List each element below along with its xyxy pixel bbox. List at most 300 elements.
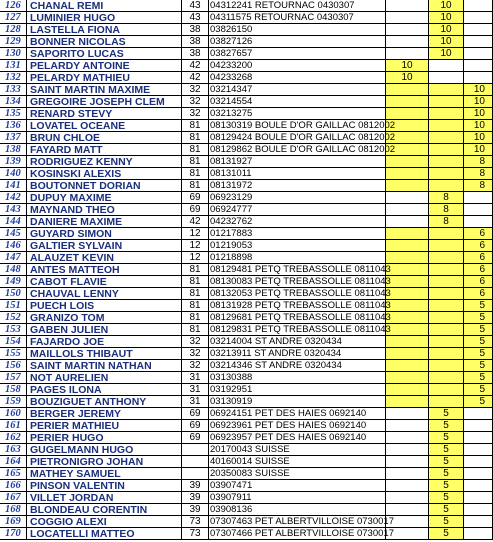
license-club[interactable] bbox=[209, 180, 386, 192]
row-number[interactable] bbox=[0, 420, 27, 432]
row-number[interactable] bbox=[0, 228, 27, 240]
license-club[interactable] bbox=[209, 396, 386, 408]
department-code[interactable] bbox=[182, 360, 209, 372]
player-name[interactable] bbox=[27, 360, 182, 372]
row-number[interactable] bbox=[0, 84, 27, 96]
score-col-1[interactable] bbox=[386, 288, 429, 300]
player-name[interactable] bbox=[27, 372, 182, 384]
score-col-3[interactable] bbox=[464, 276, 493, 288]
department-code[interactable] bbox=[182, 192, 209, 204]
score-col-2[interactable] bbox=[429, 312, 464, 324]
license-club[interactable] bbox=[209, 348, 386, 360]
score-col-2[interactable] bbox=[429, 12, 464, 24]
score-col-3[interactable] bbox=[464, 216, 493, 228]
player-name[interactable] bbox=[27, 444, 182, 456]
row-number[interactable] bbox=[0, 408, 27, 420]
department-code[interactable] bbox=[182, 108, 209, 120]
row-number[interactable] bbox=[0, 360, 27, 372]
row-number[interactable] bbox=[0, 180, 27, 192]
player-name[interactable] bbox=[27, 192, 182, 204]
score-col-2[interactable] bbox=[429, 480, 464, 492]
department-code[interactable] bbox=[182, 324, 209, 336]
score-col-3[interactable] bbox=[464, 240, 493, 252]
player-name[interactable] bbox=[27, 288, 182, 300]
score-col-1[interactable] bbox=[386, 252, 429, 264]
score-col-3[interactable] bbox=[464, 0, 493, 12]
row-number[interactable] bbox=[0, 24, 27, 36]
row-number[interactable] bbox=[0, 456, 27, 468]
score-col-3[interactable] bbox=[464, 96, 493, 108]
score-col-3[interactable] bbox=[464, 204, 493, 216]
score-col-3[interactable] bbox=[464, 300, 493, 312]
row-number[interactable] bbox=[0, 216, 27, 228]
score-col-1[interactable] bbox=[386, 384, 429, 396]
department-code[interactable] bbox=[182, 84, 209, 96]
row-number[interactable] bbox=[0, 324, 27, 336]
score-col-1[interactable] bbox=[386, 276, 429, 288]
score-col-1[interactable] bbox=[386, 420, 429, 432]
score-col-3[interactable] bbox=[464, 504, 493, 516]
department-code[interactable] bbox=[182, 312, 209, 324]
score-col-3[interactable] bbox=[464, 36, 493, 48]
license-club[interactable] bbox=[209, 132, 396, 144]
player-name[interactable] bbox=[27, 24, 182, 36]
score-col-3[interactable] bbox=[464, 432, 493, 444]
score-col-2[interactable] bbox=[429, 348, 464, 360]
row-number[interactable] bbox=[0, 12, 27, 24]
player-name[interactable] bbox=[27, 468, 182, 480]
department-code[interactable] bbox=[182, 528, 209, 540]
score-col-1[interactable] bbox=[386, 48, 429, 60]
score-col-1[interactable] bbox=[386, 444, 429, 456]
department-code[interactable] bbox=[182, 444, 209, 456]
player-name[interactable] bbox=[27, 240, 182, 252]
score-col-2[interactable] bbox=[429, 216, 464, 228]
license-club[interactable] bbox=[209, 72, 386, 84]
player-name[interactable] bbox=[27, 0, 182, 12]
row-number[interactable] bbox=[0, 480, 27, 492]
score-col-2[interactable] bbox=[429, 72, 464, 84]
license-club[interactable] bbox=[209, 312, 391, 324]
row-number[interactable] bbox=[0, 144, 27, 156]
score-col-1[interactable] bbox=[386, 36, 429, 48]
player-name[interactable] bbox=[27, 408, 182, 420]
score-col-1[interactable] bbox=[386, 216, 429, 228]
score-col-3[interactable] bbox=[464, 468, 493, 480]
score-col-2[interactable] bbox=[429, 408, 464, 420]
score-col-1[interactable] bbox=[386, 96, 429, 108]
player-name[interactable] bbox=[27, 276, 182, 288]
department-code[interactable] bbox=[182, 156, 209, 168]
score-col-3[interactable] bbox=[464, 168, 493, 180]
score-col-2[interactable] bbox=[429, 396, 464, 408]
score-col-2[interactable] bbox=[429, 204, 464, 216]
department-code[interactable] bbox=[182, 300, 209, 312]
score-col-2[interactable] bbox=[429, 300, 464, 312]
row-number[interactable] bbox=[0, 492, 27, 504]
score-col-3[interactable] bbox=[464, 480, 493, 492]
score-col-1[interactable] bbox=[386, 24, 429, 36]
score-col-2[interactable] bbox=[429, 108, 464, 120]
score-col-2[interactable] bbox=[429, 336, 464, 348]
department-code[interactable] bbox=[182, 396, 209, 408]
license-club[interactable] bbox=[209, 300, 391, 312]
license-club[interactable] bbox=[209, 480, 386, 492]
row-number[interactable] bbox=[0, 264, 27, 276]
score-col-1[interactable] bbox=[386, 168, 429, 180]
license-club[interactable] bbox=[209, 492, 386, 504]
department-code[interactable] bbox=[182, 480, 209, 492]
score-col-1[interactable] bbox=[386, 408, 429, 420]
score-col-2[interactable] bbox=[429, 384, 464, 396]
player-name[interactable] bbox=[27, 36, 182, 48]
row-number[interactable] bbox=[0, 312, 27, 324]
row-number[interactable] bbox=[0, 204, 27, 216]
player-name[interactable] bbox=[27, 456, 182, 468]
license-club[interactable] bbox=[209, 420, 386, 432]
row-number[interactable] bbox=[0, 432, 27, 444]
player-name[interactable] bbox=[27, 348, 182, 360]
score-col-3[interactable] bbox=[464, 84, 493, 96]
department-code[interactable] bbox=[182, 384, 209, 396]
player-name[interactable] bbox=[27, 336, 182, 348]
license-club[interactable] bbox=[209, 384, 386, 396]
score-col-2[interactable] bbox=[429, 168, 464, 180]
license-club[interactable] bbox=[209, 24, 386, 36]
score-col-3[interactable] bbox=[464, 132, 493, 144]
player-name[interactable] bbox=[27, 492, 182, 504]
license-club[interactable] bbox=[209, 228, 386, 240]
license-club[interactable] bbox=[209, 96, 386, 108]
player-name[interactable] bbox=[27, 120, 182, 132]
department-code[interactable] bbox=[182, 72, 209, 84]
player-name[interactable] bbox=[27, 180, 182, 192]
row-number[interactable] bbox=[0, 72, 27, 84]
score-col-1[interactable] bbox=[386, 240, 429, 252]
department-code[interactable] bbox=[182, 468, 209, 480]
player-name[interactable] bbox=[27, 228, 182, 240]
department-code[interactable] bbox=[182, 168, 209, 180]
score-col-3[interactable] bbox=[464, 156, 493, 168]
row-number[interactable] bbox=[0, 348, 27, 360]
score-col-2[interactable] bbox=[429, 192, 464, 204]
score-col-2[interactable] bbox=[429, 180, 464, 192]
row-number[interactable] bbox=[0, 96, 27, 108]
score-col-2[interactable] bbox=[429, 240, 464, 252]
player-name[interactable] bbox=[27, 12, 182, 24]
score-col-1[interactable] bbox=[386, 348, 429, 360]
score-col-1[interactable] bbox=[386, 108, 429, 120]
license-club[interactable] bbox=[209, 264, 391, 276]
row-number[interactable] bbox=[0, 504, 27, 516]
row-number[interactable] bbox=[0, 132, 27, 144]
score-col-2[interactable] bbox=[429, 444, 464, 456]
license-club[interactable] bbox=[209, 444, 386, 456]
row-number[interactable] bbox=[0, 516, 27, 528]
license-club[interactable] bbox=[209, 516, 394, 528]
license-club[interactable] bbox=[209, 252, 386, 264]
row-number[interactable] bbox=[0, 192, 27, 204]
department-code[interactable] bbox=[182, 216, 209, 228]
row-number[interactable] bbox=[0, 48, 27, 60]
player-name[interactable] bbox=[27, 216, 182, 228]
score-col-3[interactable] bbox=[464, 408, 493, 420]
player-name[interactable] bbox=[27, 72, 182, 84]
license-club[interactable] bbox=[209, 204, 386, 216]
license-club[interactable] bbox=[209, 12, 386, 24]
player-name[interactable] bbox=[27, 144, 182, 156]
score-col-2[interactable] bbox=[429, 48, 464, 60]
player-name[interactable] bbox=[27, 384, 182, 396]
department-code[interactable] bbox=[182, 144, 209, 156]
score-col-3[interactable] bbox=[464, 12, 493, 24]
department-code[interactable] bbox=[182, 288, 209, 300]
score-col-2[interactable] bbox=[429, 276, 464, 288]
score-col-1[interactable] bbox=[386, 84, 429, 96]
score-col-3[interactable] bbox=[464, 264, 493, 276]
department-code[interactable] bbox=[182, 180, 209, 192]
row-number[interactable] bbox=[0, 108, 27, 120]
score-col-1[interactable] bbox=[386, 12, 429, 24]
department-code[interactable] bbox=[182, 12, 209, 24]
score-col-3[interactable] bbox=[464, 324, 493, 336]
score-col-3[interactable] bbox=[464, 528, 493, 540]
license-club[interactable] bbox=[209, 144, 396, 156]
license-club[interactable] bbox=[209, 192, 386, 204]
license-club[interactable] bbox=[209, 240, 386, 252]
score-col-2[interactable] bbox=[429, 36, 464, 48]
license-club[interactable] bbox=[209, 168, 386, 180]
score-col-1[interactable] bbox=[386, 192, 429, 204]
player-name[interactable] bbox=[27, 204, 182, 216]
score-col-1[interactable] bbox=[386, 456, 429, 468]
score-col-2[interactable] bbox=[429, 156, 464, 168]
player-name[interactable] bbox=[27, 480, 182, 492]
department-code[interactable] bbox=[182, 96, 209, 108]
score-col-3[interactable] bbox=[464, 444, 493, 456]
score-col-2[interactable] bbox=[429, 288, 464, 300]
score-col-1[interactable] bbox=[386, 432, 429, 444]
player-name[interactable] bbox=[27, 252, 182, 264]
license-club[interactable] bbox=[209, 156, 386, 168]
department-code[interactable] bbox=[182, 432, 209, 444]
score-col-2[interactable] bbox=[429, 504, 464, 516]
score-col-1[interactable] bbox=[386, 264, 429, 276]
player-name[interactable] bbox=[27, 324, 182, 336]
row-number[interactable] bbox=[0, 444, 27, 456]
score-col-1[interactable] bbox=[386, 360, 429, 372]
score-col-3[interactable] bbox=[464, 24, 493, 36]
player-name[interactable] bbox=[27, 396, 182, 408]
player-name[interactable] bbox=[27, 168, 182, 180]
score-col-1[interactable] bbox=[386, 372, 429, 384]
score-col-1[interactable] bbox=[386, 180, 429, 192]
player-name[interactable] bbox=[27, 528, 182, 540]
score-col-1[interactable] bbox=[386, 336, 429, 348]
score-col-3[interactable] bbox=[464, 60, 493, 72]
score-col-1[interactable] bbox=[386, 300, 429, 312]
score-col-2[interactable] bbox=[429, 144, 464, 156]
score-col-2[interactable] bbox=[429, 492, 464, 504]
license-club[interactable] bbox=[209, 0, 386, 12]
player-name[interactable] bbox=[27, 420, 182, 432]
department-code[interactable] bbox=[182, 204, 209, 216]
row-number[interactable] bbox=[0, 240, 27, 252]
department-code[interactable] bbox=[182, 492, 209, 504]
score-col-1[interactable] bbox=[386, 0, 429, 12]
score-col-3[interactable] bbox=[464, 48, 493, 60]
department-code[interactable] bbox=[182, 336, 209, 348]
license-club[interactable] bbox=[209, 120, 396, 132]
score-col-1[interactable] bbox=[386, 324, 429, 336]
department-code[interactable] bbox=[182, 36, 209, 48]
score-col-3[interactable] bbox=[464, 492, 493, 504]
license-club[interactable] bbox=[209, 504, 386, 516]
score-col-2[interactable] bbox=[429, 60, 464, 72]
score-col-2[interactable] bbox=[429, 360, 464, 372]
score-col-3[interactable] bbox=[464, 120, 493, 132]
score-col-3[interactable] bbox=[464, 72, 493, 84]
score-col-1[interactable] bbox=[386, 204, 429, 216]
row-number[interactable] bbox=[0, 468, 27, 480]
department-code[interactable] bbox=[182, 408, 209, 420]
department-code[interactable] bbox=[182, 252, 209, 264]
department-code[interactable] bbox=[182, 516, 209, 528]
player-name[interactable] bbox=[27, 84, 182, 96]
score-col-2[interactable] bbox=[429, 516, 464, 528]
license-club[interactable] bbox=[209, 456, 386, 468]
license-club[interactable] bbox=[209, 336, 386, 348]
player-name[interactable] bbox=[27, 108, 182, 120]
department-code[interactable] bbox=[182, 504, 209, 516]
score-col-1[interactable] bbox=[386, 504, 429, 516]
department-code[interactable] bbox=[182, 228, 209, 240]
score-col-3[interactable] bbox=[464, 516, 493, 528]
license-club[interactable] bbox=[209, 48, 386, 60]
license-club[interactable] bbox=[209, 60, 386, 72]
score-col-1[interactable] bbox=[386, 228, 429, 240]
row-number[interactable] bbox=[0, 528, 27, 540]
department-code[interactable] bbox=[182, 0, 209, 12]
score-col-3[interactable] bbox=[464, 456, 493, 468]
score-col-1[interactable] bbox=[386, 492, 429, 504]
row-number[interactable] bbox=[0, 276, 27, 288]
department-code[interactable] bbox=[182, 60, 209, 72]
score-col-2[interactable] bbox=[429, 468, 464, 480]
row-number[interactable] bbox=[0, 300, 27, 312]
score-col-2[interactable] bbox=[429, 132, 464, 144]
score-col-1[interactable] bbox=[386, 72, 429, 84]
score-col-3[interactable] bbox=[464, 180, 493, 192]
player-name[interactable] bbox=[27, 96, 182, 108]
row-number[interactable] bbox=[0, 384, 27, 396]
player-name[interactable] bbox=[27, 156, 182, 168]
license-club[interactable] bbox=[209, 468, 386, 480]
score-col-3[interactable] bbox=[464, 348, 493, 360]
score-col-3[interactable] bbox=[464, 336, 493, 348]
player-name[interactable] bbox=[27, 432, 182, 444]
department-code[interactable] bbox=[182, 420, 209, 432]
player-name[interactable] bbox=[27, 300, 182, 312]
license-club[interactable] bbox=[209, 288, 391, 300]
score-col-2[interactable] bbox=[429, 120, 464, 132]
department-code[interactable] bbox=[182, 276, 209, 288]
department-code[interactable] bbox=[182, 264, 209, 276]
department-code[interactable] bbox=[182, 132, 209, 144]
license-club[interactable] bbox=[209, 432, 386, 444]
player-name[interactable] bbox=[27, 516, 182, 528]
score-col-2[interactable] bbox=[429, 420, 464, 432]
row-number[interactable] bbox=[0, 36, 27, 48]
score-col-3[interactable] bbox=[464, 396, 493, 408]
player-name[interactable] bbox=[27, 504, 182, 516]
score-col-2[interactable] bbox=[429, 84, 464, 96]
row-number[interactable] bbox=[0, 396, 27, 408]
score-col-1[interactable] bbox=[386, 480, 429, 492]
license-club[interactable] bbox=[209, 108, 386, 120]
score-col-2[interactable] bbox=[429, 0, 464, 12]
score-col-3[interactable] bbox=[464, 372, 493, 384]
score-col-3[interactable] bbox=[464, 312, 493, 324]
license-club[interactable] bbox=[209, 360, 386, 372]
score-col-2[interactable] bbox=[429, 264, 464, 276]
score-col-3[interactable] bbox=[464, 288, 493, 300]
license-club[interactable] bbox=[209, 276, 391, 288]
row-number[interactable] bbox=[0, 156, 27, 168]
department-code[interactable] bbox=[182, 48, 209, 60]
player-name[interactable] bbox=[27, 132, 182, 144]
score-col-2[interactable] bbox=[429, 24, 464, 36]
row-number[interactable] bbox=[0, 252, 27, 264]
score-col-2[interactable] bbox=[429, 372, 464, 384]
license-club[interactable] bbox=[209, 408, 386, 420]
license-club[interactable] bbox=[209, 36, 386, 48]
player-name[interactable] bbox=[27, 48, 182, 60]
score-col-1[interactable] bbox=[386, 60, 429, 72]
row-number[interactable] bbox=[0, 0, 27, 12]
score-col-3[interactable] bbox=[464, 360, 493, 372]
score-col-1[interactable] bbox=[386, 156, 429, 168]
row-number[interactable] bbox=[0, 372, 27, 384]
row-number[interactable] bbox=[0, 60, 27, 72]
license-club[interactable] bbox=[209, 372, 386, 384]
player-name[interactable] bbox=[27, 312, 182, 324]
score-col-2[interactable] bbox=[429, 96, 464, 108]
department-code[interactable] bbox=[182, 456, 209, 468]
score-col-1[interactable] bbox=[386, 396, 429, 408]
score-col-2[interactable] bbox=[429, 528, 464, 540]
department-code[interactable] bbox=[182, 372, 209, 384]
license-club[interactable] bbox=[209, 84, 386, 96]
row-number[interactable] bbox=[0, 120, 27, 132]
score-col-1[interactable] bbox=[386, 468, 429, 480]
score-col-2[interactable] bbox=[429, 324, 464, 336]
score-col-3[interactable] bbox=[464, 384, 493, 396]
department-code[interactable] bbox=[182, 24, 209, 36]
player-name[interactable] bbox=[27, 60, 182, 72]
score-col-3[interactable] bbox=[464, 228, 493, 240]
player-name[interactable] bbox=[27, 264, 182, 276]
score-col-2[interactable] bbox=[429, 432, 464, 444]
score-col-3[interactable] bbox=[464, 420, 493, 432]
department-code[interactable] bbox=[182, 120, 209, 132]
score-col-2[interactable] bbox=[429, 228, 464, 240]
row-number[interactable] bbox=[0, 288, 27, 300]
score-col-3[interactable] bbox=[464, 144, 493, 156]
score-col-2[interactable] bbox=[429, 456, 464, 468]
license-club[interactable] bbox=[209, 216, 386, 228]
license-club[interactable] bbox=[209, 528, 394, 540]
